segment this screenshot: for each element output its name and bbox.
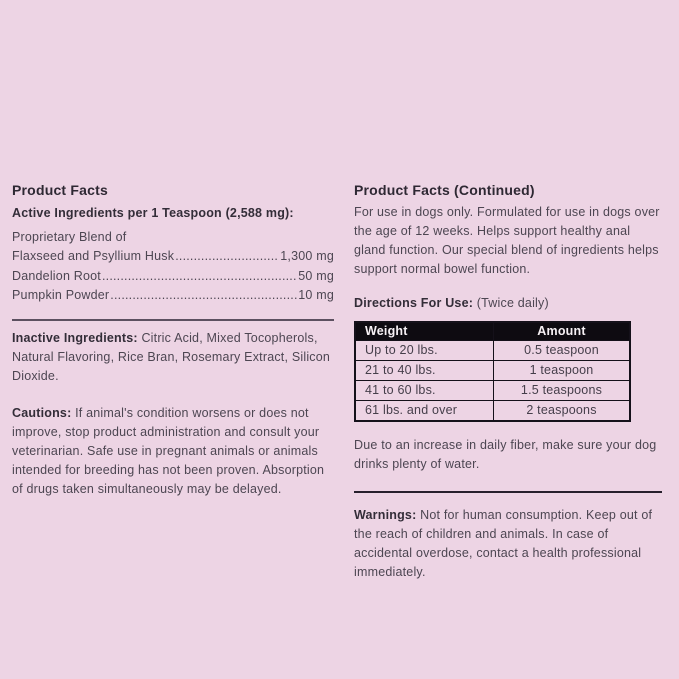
amount-cell: 0.5 teaspoon [494,341,631,361]
warnings-text: Not for human consumption. Keep out of the reach of children and animals. In case of accidental overdose, contact a health professional immediately. [354,508,653,579]
blend-label-text: Proprietary Blend of [12,230,127,244]
amount-cell: 1.5 teaspoons [494,381,631,401]
weight-cell: 21 to 40 lbs. [355,361,494,381]
directions-note: (Twice daily) [473,296,549,310]
warnings-paragraph [354,506,664,582]
table-row [355,381,630,401]
ingredient-name: Dandelion Root [12,268,101,283]
ingredient-row [12,286,334,305]
inactive-ingredients-paragraph [12,329,334,386]
weight-cell: 61 lbs. and over [355,401,494,422]
inactive-ingredients-text: Citric Acid, Mixed Tocopherols, Natural Flavoring, Rice Bran, Rosemary Extract, Silicon Dioxide. [12,331,331,384]
directions-label: Directions For Use: [354,296,474,310]
ingredient-row [12,267,334,286]
table-row [355,341,630,361]
dosage-table-header-row [355,322,630,341]
amount-cell: 2 teaspoons [494,401,631,422]
dosage-table-head [355,322,630,341]
weight-cell: Up to 20 lbs. [355,341,494,361]
directions-heading [354,294,664,313]
product-facts-title: Product Facts [12,182,108,198]
ingredient-amount: 10 mg [298,287,334,302]
ingredient-name: Pumpkin Powder [12,287,110,302]
right-column [354,182,664,600]
ingredient-amount: 1,300 mg [280,249,334,264]
weight-cell: 41 to 60 lbs. [355,381,494,401]
dosage-table [354,321,631,422]
left-column [12,182,334,517]
proprietary-blend-label [12,228,334,247]
dot-leader [175,247,279,266]
ingredient-amount: 50 mg [298,268,334,283]
table-row [355,401,630,422]
amount-column-header: Amount [494,322,631,341]
cautions-paragraph [12,404,334,499]
dot-leader [110,286,297,305]
weight-column-header: Weight [355,322,494,341]
dot-leader [102,267,297,286]
right-divider [354,491,662,493]
warnings-label: Warnings: [354,508,417,522]
amount-cell: 1 teaspoon [494,361,631,381]
active-ingredients-heading: Active Ingredients per 1 Teaspoon (2,588 mg): [12,206,294,220]
ingredient-row [12,247,334,266]
left-divider [12,319,334,321]
product-facts-continued-title: Product Facts (Continued) [354,182,535,198]
ingredient-name: Flaxseed and Psyllium Husk [12,249,175,264]
table-row [355,361,630,381]
intro-paragraph: For use in dogs only. Formulated for use in dogs over the age of 12 weeks. Helps support healthy anal gland function. Our special blend of ingredients helps support normal bowel function. [354,205,660,276]
cautions-text: If animal's condition worsens or does not improve, stop product administration and consult your veterinarian. Safe use in pregnant animals or animals intended for breeding has not been proven. Absorption of drugs taken simultaneously may be delayed. [12,406,325,497]
active-ingredients-list [12,228,334,305]
dosage-table-body [355,341,630,422]
inactive-ingredients-label: Inactive Ingredients: [12,331,138,346]
cautions-label: Cautions: [12,406,72,421]
water-note-paragraph: Due to an increase in daily fiber, make sure your dog drinks plenty of water. [354,438,657,471]
